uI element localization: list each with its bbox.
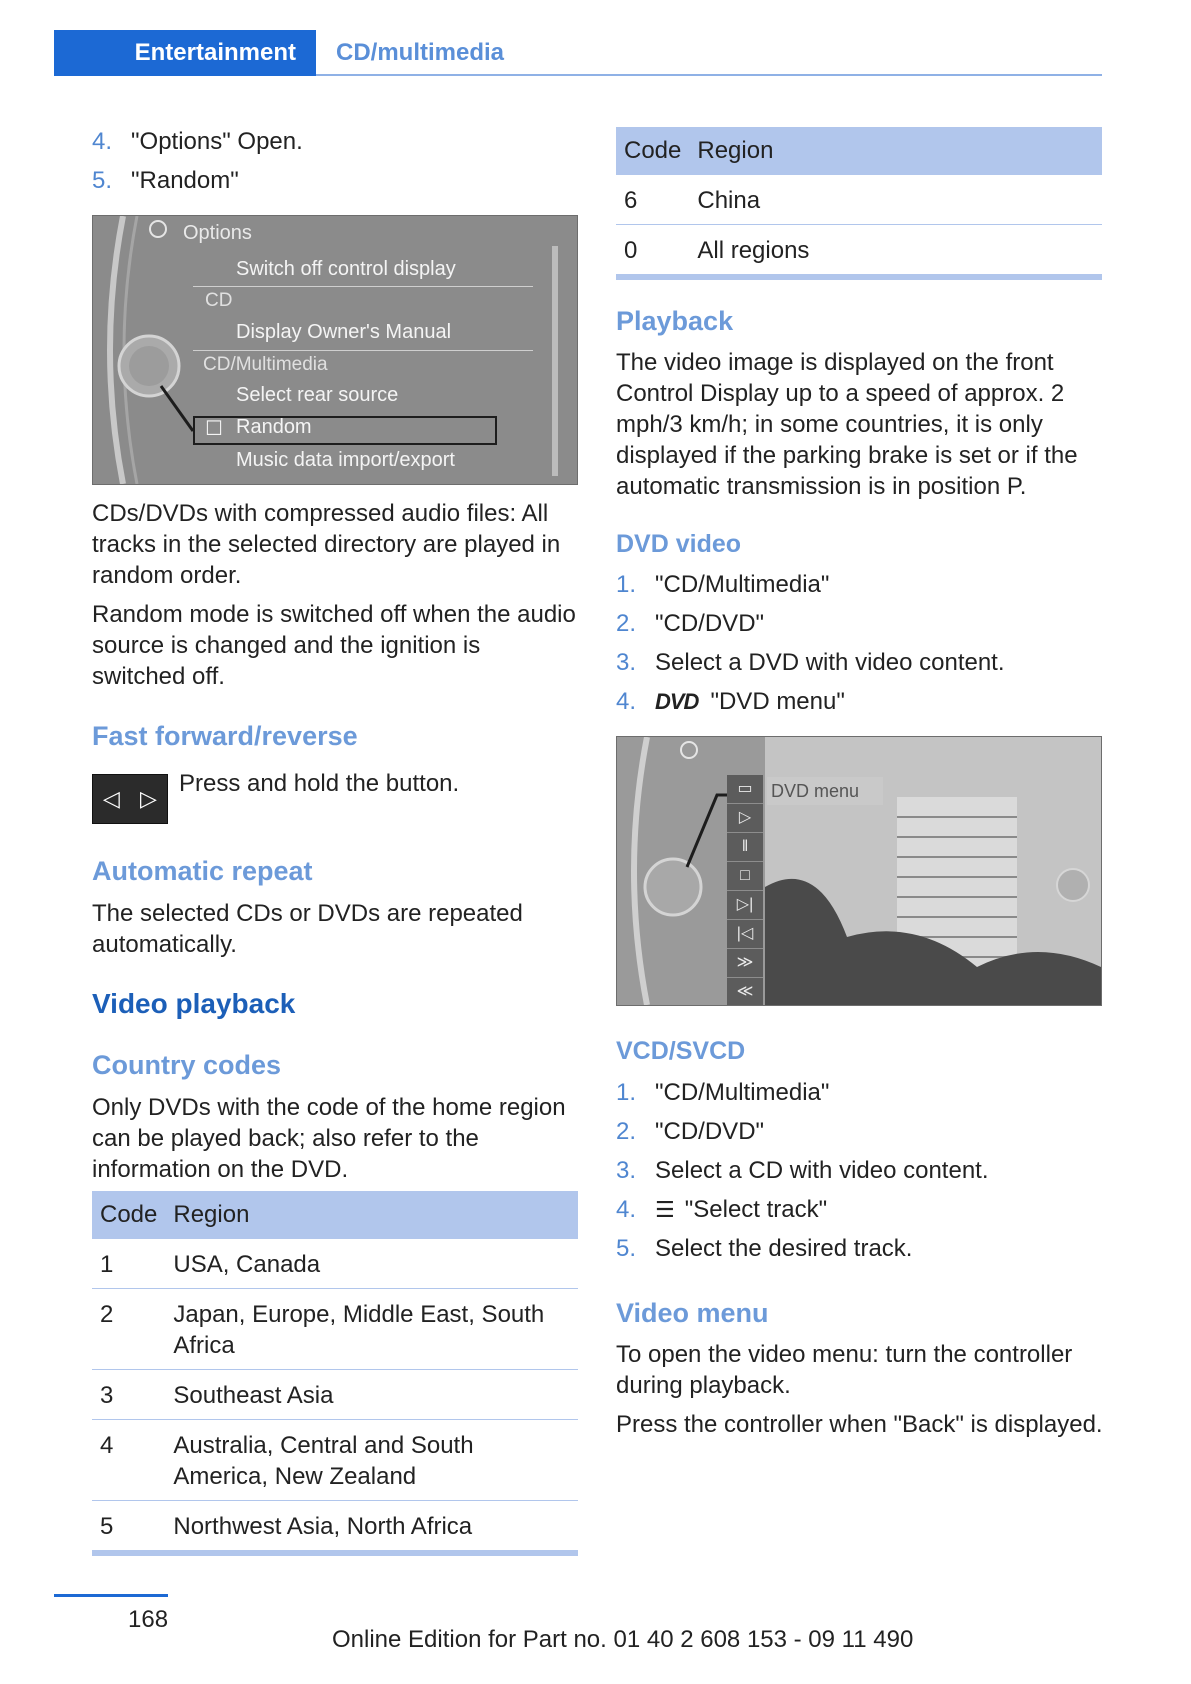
table-row: 4 Australia, Central and South America, New Zealand xyxy=(92,1420,578,1501)
table-row: 3 Southeast Asia xyxy=(92,1370,578,1420)
table-header-row: Code Region xyxy=(92,1191,578,1239)
list-item: 1. "CD/Multimedia" xyxy=(616,571,830,598)
list-item: 5. Select the desired track. xyxy=(616,1235,913,1262)
random-paragraph: CDs/DVDs with compressed audio files: All tracks in the selected directory are played in random order. xyxy=(92,500,561,589)
rewind-icon: ≪ xyxy=(727,978,763,1006)
vcd-heading: VCD/SVCD xyxy=(616,1037,746,1065)
ff-text: Press and hold the button. xyxy=(179,770,460,797)
repeat-heading: Automatic repeat xyxy=(92,856,313,886)
list-item: 3. Select a CD with video content. xyxy=(616,1157,989,1184)
list-item: 2. "CD/DVD" xyxy=(616,610,765,637)
rewind-icon: ◁ xyxy=(103,786,120,811)
section-tab: Entertainment xyxy=(54,30,316,76)
options-title: Options xyxy=(183,222,252,244)
country-code-table xyxy=(92,1191,578,1556)
video-menu-text: To open the video menu: turn the controller during playback. xyxy=(616,1341,1073,1399)
country-text: Only DVDs with the code of the home region can be played back; also refer to the information on the DVD. xyxy=(92,1094,566,1183)
list-item: 2. "CD/DVD" xyxy=(616,1118,765,1145)
video-heading: Video playback xyxy=(92,988,296,1019)
dvd-control-bar xyxy=(727,775,763,1006)
country-heading: Country codes xyxy=(92,1050,282,1080)
video-menu-heading: Video menu xyxy=(616,1298,769,1328)
menu-item: Display Owner's Manual xyxy=(236,321,452,343)
fast-forward-icon: ≫ xyxy=(727,949,763,978)
ff-rewind-button xyxy=(92,774,168,824)
dvd-heading: DVD video xyxy=(616,530,742,558)
list-item: 1. "CD/Multimedia" xyxy=(616,1079,830,1106)
playback-text: The video image is displayed on the front Control Display up to a speed of approx. 2 mph/3 km/h; in some countries, it is only displayed if the parking brake is set or if the automatic transmission is in position P. xyxy=(616,349,1078,500)
country-code-table-cont xyxy=(616,127,1102,280)
checkbox-icon: ☐ xyxy=(205,418,223,440)
menu-item: Select rear source xyxy=(236,384,399,406)
list-item: 4. ☰ "Select track" xyxy=(616,1196,828,1223)
video-menu-text: Press the controller when "Back" is displayed. xyxy=(616,1411,1103,1438)
page-number: 168 xyxy=(128,1606,169,1633)
dvd-menu-label: DVD menu xyxy=(767,777,883,805)
dvd-icon: ▭ xyxy=(727,775,763,804)
table-row: 6 China xyxy=(616,175,1102,225)
table-header-row: Code Region xyxy=(616,127,1102,175)
ff-heading: Fast forward/reverse xyxy=(92,721,358,751)
subsection-title: CD/multimedia xyxy=(336,39,505,66)
next-track-icon: ▷| xyxy=(727,891,763,920)
table-row: 2 Japan, Europe, Middle East, South Africa xyxy=(92,1289,578,1370)
table-row: 1 USA, Canada xyxy=(92,1239,578,1289)
header-rule xyxy=(316,74,1102,76)
table-row: 0 All regions xyxy=(616,225,1102,278)
edition-note: Online Edition for Part no. 01 40 2 608 153 - 09 11 490 xyxy=(332,1626,914,1653)
pause-icon: ‖ xyxy=(727,833,763,862)
page-header xyxy=(54,30,1102,76)
repeat-text: The selected CDs or DVDs are repeated automatically. xyxy=(92,900,523,958)
list-item: 4. DVD "DVD menu" xyxy=(616,688,845,715)
dvd-menu-screenshot xyxy=(616,736,1102,1006)
play-icon: ▷ xyxy=(727,804,763,833)
prev-track-icon: |◁ xyxy=(727,920,763,949)
stop-icon: □ xyxy=(727,862,763,891)
footer-rule xyxy=(54,1594,168,1597)
menu-item: Music data import/export xyxy=(236,449,455,471)
list-item: 5. "Random" xyxy=(92,167,239,194)
menu-group-label: CD/Multimedia xyxy=(203,354,328,375)
list-item: 3. Select a DVD with video content. xyxy=(616,649,1005,676)
options-screenshot xyxy=(92,215,578,485)
list-item: 4. "Options" Open. xyxy=(92,128,303,155)
menu-item: Random xyxy=(236,416,312,438)
playback-heading: Playback xyxy=(616,306,734,336)
table-row: 5 Northwest Asia, North Africa xyxy=(92,1501,578,1554)
fast-forward-icon: ▷ xyxy=(140,786,157,811)
dvd-logo-icon: DVD xyxy=(655,689,699,714)
select-track-icon: ☰ xyxy=(655,1197,675,1222)
random-paragraph: Random mode is switched off when the audio source is changed and the ignition is switched off. xyxy=(92,601,576,690)
menu-item: Switch off control display xyxy=(236,258,456,280)
menu-group-label: CD xyxy=(205,290,233,311)
